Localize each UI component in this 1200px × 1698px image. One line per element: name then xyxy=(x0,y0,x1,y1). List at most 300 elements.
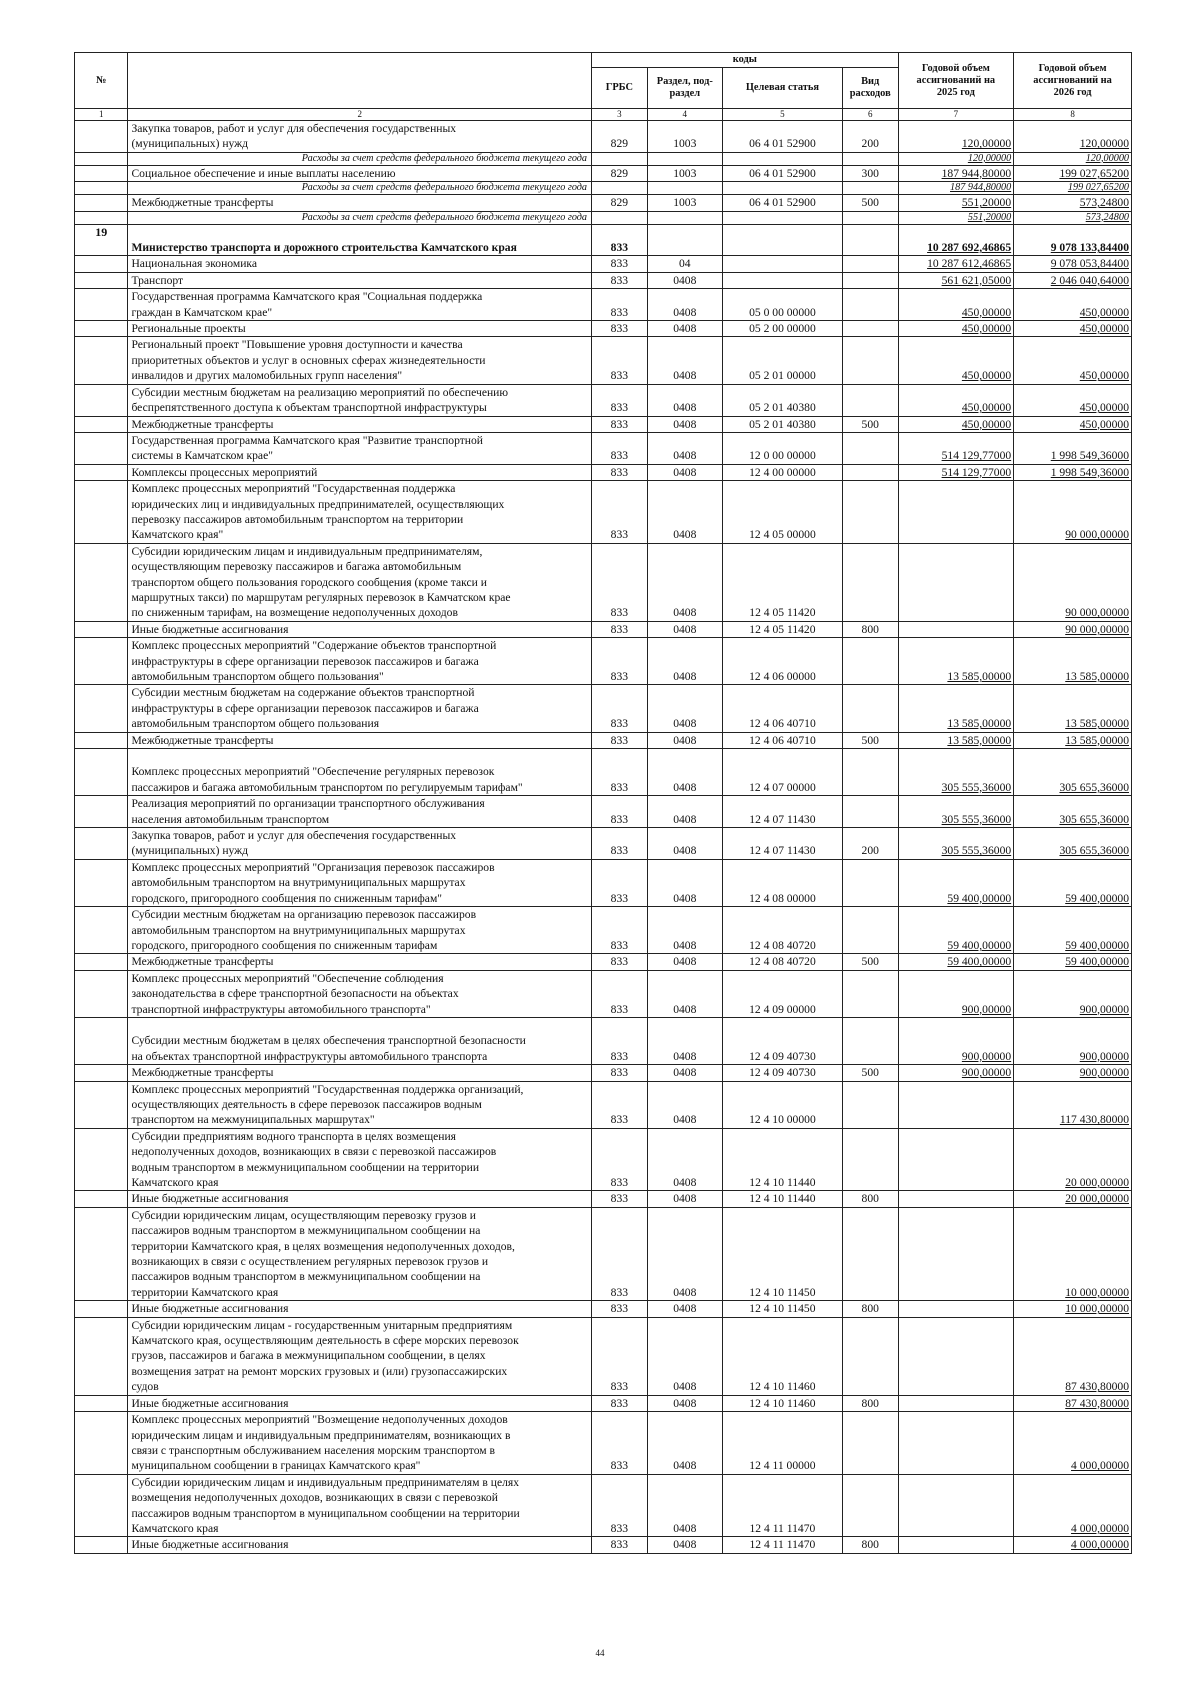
row-number xyxy=(75,796,128,828)
row-vid-rashodov xyxy=(842,859,898,906)
row-razdel: 0408 xyxy=(647,1065,722,1081)
row-grbs: 833 xyxy=(592,796,648,828)
row-vid-rashodov xyxy=(842,464,898,480)
row-volume-2026 xyxy=(1014,211,1132,224)
row-celevaya-statya: 12 4 09 00000 xyxy=(722,970,842,1017)
row-volume-2026-value: 4 000,00000 xyxy=(1071,1538,1129,1552)
row-volume-2026 xyxy=(1014,1207,1132,1300)
row-celevaya-statya xyxy=(722,211,842,224)
row-celevaya-statya xyxy=(722,152,842,165)
row-grbs: 833 xyxy=(592,432,648,464)
row-volume-2025-value: 551,20000 xyxy=(967,211,1012,223)
row-celevaya-statya: 12 4 06 00000 xyxy=(722,638,842,685)
row-volume-2026 xyxy=(1014,1191,1132,1207)
row-grbs: 833 xyxy=(592,859,648,906)
row-volume-2025-value: 900,00000 xyxy=(961,1002,1012,1016)
row-number xyxy=(75,1207,128,1300)
row-vid-rashodov: 500 xyxy=(842,195,898,211)
row-celevaya-statya xyxy=(722,256,842,272)
table-row xyxy=(75,638,1132,685)
row-grbs: 833 xyxy=(592,638,648,685)
header-volume-2026: Годовой объем ассигнований на 2026 год xyxy=(1014,53,1132,109)
row-vid-rashodov xyxy=(842,543,898,621)
table-row xyxy=(75,1065,1132,1081)
row-volume-2026 xyxy=(1014,749,1132,796)
row-grbs: 833 xyxy=(592,321,648,337)
row-name: Комплекс процессных мероприятий "Обеспечение регулярных перевозок пассажиров и багажа автомобильным транспортом по регулируемым тарифам" xyxy=(128,749,592,796)
row-celevaya-statya: 12 4 06 40710 xyxy=(722,732,842,748)
row-number xyxy=(75,1017,128,1064)
column-number-cell: 1 xyxy=(75,109,128,121)
row-volume-2026-value: 20 000,00000 xyxy=(1065,1176,1129,1189)
row-vid-rashodov xyxy=(842,1412,898,1475)
table-row xyxy=(75,828,1132,860)
row-name: Комплекс процессных мероприятий "Обеспечение соблюдения законодательства в сфере транспортной безопасности на объектах транспортной инфраструктуры автомобильного транспорта" xyxy=(128,970,592,1017)
row-volume-2026 xyxy=(1014,1412,1132,1475)
row-volume-2025-value: 13 585,00000 xyxy=(947,717,1012,731)
row-volume-2025-value: 305 555,36000 xyxy=(941,844,1012,858)
table-row xyxy=(75,272,1132,288)
row-volume-2025-value: 187 944,80000 xyxy=(941,166,1012,180)
row-volume-2026-value: 573,24800 xyxy=(1085,211,1129,223)
row-number xyxy=(75,621,128,637)
row-celevaya-statya: 12 4 08 40720 xyxy=(722,907,842,954)
row-number xyxy=(75,152,128,165)
row-name: Субсидии юридическим лицам и индивидуальным предпринимателям в целях возмещения недополученных доходов, возникающих в связи с перевозкой пассажиров водным транспортом в муниципальном сообщении на территории Камчатского края xyxy=(128,1474,592,1537)
row-number xyxy=(75,685,128,732)
table-row xyxy=(75,1395,1132,1411)
row-volume-2026-value: 20 000,00000 xyxy=(1065,1192,1129,1206)
row-name: Региональный проект "Повышение уровня доступности и качества приоритетных объектов и услуг в основных сферах жизнедеятельности инвалидов и других маломобильных групп населения" xyxy=(128,337,592,384)
row-celevaya-statya: 12 4 05 00000 xyxy=(722,481,842,544)
row-celevaya-statya: 12 4 06 40710 xyxy=(722,685,842,732)
row-name: Межбюджетные трансферты xyxy=(128,1065,592,1081)
row-volume-2026 xyxy=(1014,165,1132,181)
table-row xyxy=(75,481,1132,544)
row-number xyxy=(75,638,128,685)
row-number xyxy=(75,859,128,906)
row-grbs: 833 xyxy=(592,256,648,272)
row-vid-rashodov: 800 xyxy=(842,621,898,637)
row-celevaya-statya: 12 4 11 00000 xyxy=(722,1412,842,1475)
row-volume-2025 xyxy=(898,796,1014,828)
row-vid-rashodov: 200 xyxy=(842,828,898,860)
row-grbs: 833 xyxy=(592,1317,648,1395)
column-number-cell: 8 xyxy=(1014,109,1132,121)
row-name: Субсидии юридическим лицам - государственным унитарным предприятиям Камчатского края, осуществляющим деятельность в сфере морских перевозок грузов, пассажиров и багажа в межмуниципальном сообщении, в целях возмещения затрат на ремонт морских грузовых и (или) грузопассажирских судов xyxy=(128,1317,592,1395)
row-vid-rashodov xyxy=(842,224,898,256)
row-volume-2026-value: 13 585,00000 xyxy=(1065,717,1129,731)
table-row xyxy=(75,432,1132,464)
row-volume-2025 xyxy=(898,182,1014,195)
row-grbs: 833 xyxy=(592,732,648,748)
row-celevaya-statya xyxy=(722,182,842,195)
row-volume-2026-value: 305 655,36000 xyxy=(1059,780,1129,794)
row-volume-2025-value: 900,00000 xyxy=(961,1049,1012,1063)
row-razdel: 0408 xyxy=(647,321,722,337)
row-celevaya-statya: 12 4 07 11430 xyxy=(722,828,842,860)
row-razdel: 0408 xyxy=(647,1191,722,1207)
row-razdel: 0408 xyxy=(647,272,722,288)
row-celevaya-statya: 12 4 10 00000 xyxy=(722,1081,842,1128)
row-number: 19 xyxy=(75,224,128,256)
row-volume-2026-value: 87 430,80000 xyxy=(1065,1380,1129,1394)
row-volume-2025 xyxy=(898,165,1014,181)
row-vid-rashodov xyxy=(842,907,898,954)
row-vid-rashodov xyxy=(842,182,898,195)
row-volume-2025-value: 10 287 692,46865 xyxy=(927,241,1012,255)
row-vid-rashodov xyxy=(842,1081,898,1128)
row-razdel: 0408 xyxy=(647,1081,722,1128)
row-celevaya-statya: 06 4 01 52900 xyxy=(722,121,842,153)
row-name: Субсидии местным бюджетам в целях обеспечения транспортной безопасности на объектах транспортной инфраструктуры автомобильного транспорта xyxy=(128,1017,592,1064)
row-number xyxy=(75,464,128,480)
row-volume-2026 xyxy=(1014,638,1132,685)
row-volume-2025-value: 59 400,00000 xyxy=(947,955,1012,969)
row-number xyxy=(75,289,128,321)
row-volume-2026 xyxy=(1014,224,1132,256)
row-volume-2025 xyxy=(898,970,1014,1017)
row-grbs: 833 xyxy=(592,481,648,544)
row-razdel: 0408 xyxy=(647,732,722,748)
row-razdel: 0408 xyxy=(647,337,722,384)
row-number xyxy=(75,1065,128,1081)
row-volume-2026 xyxy=(1014,828,1132,860)
row-volume-2025 xyxy=(898,1395,1014,1411)
row-razdel: 04 xyxy=(647,256,722,272)
row-razdel: 0408 xyxy=(647,384,722,416)
row-razdel: 0408 xyxy=(647,638,722,685)
row-volume-2025 xyxy=(898,732,1014,748)
table-row xyxy=(75,970,1132,1017)
row-volume-2025 xyxy=(898,464,1014,480)
row-name: Субсидии местным бюджетам на организацию перевозок пассажиров автомобильным транспортом на внутримуниципальных маршрутах городского, пригородного сообщения по сниженным тарифам xyxy=(128,907,592,954)
table-row xyxy=(75,416,1132,432)
row-volume-2026 xyxy=(1014,321,1132,337)
row-name: Субсидии местным бюджетам на реализацию мероприятий по обеспечению беспрепятственного доступа к объектам транспортной инфраструктуры xyxy=(128,384,592,416)
row-vid-rashodov xyxy=(842,1207,898,1300)
row-volume-2026-value: 4 000,00000 xyxy=(1071,1459,1129,1473)
row-razdel: 0408 xyxy=(647,1017,722,1064)
row-razdel: 0408 xyxy=(647,828,722,860)
table-row xyxy=(75,749,1132,796)
row-volume-2026-value: 59 400,00000 xyxy=(1065,955,1129,969)
row-number xyxy=(75,907,128,954)
row-celevaya-statya: 06 4 01 52900 xyxy=(722,165,842,181)
row-volume-2026-value: 900,00000 xyxy=(1079,1002,1129,1016)
row-number xyxy=(75,1395,128,1411)
row-vid-rashodov: 800 xyxy=(842,1191,898,1207)
page-number: 44 xyxy=(595,1648,605,1658)
header-codes: коды xyxy=(592,53,899,68)
row-volume-2026-value: 1 998 549,36000 xyxy=(1050,449,1129,463)
column-number-cell: 4 xyxy=(647,109,722,121)
row-number xyxy=(75,543,128,621)
row-grbs: 833 xyxy=(592,1081,648,1128)
row-volume-2026 xyxy=(1014,272,1132,288)
row-number xyxy=(75,165,128,181)
row-volume-2026-value: 305 655,36000 xyxy=(1059,812,1129,826)
row-volume-2025 xyxy=(898,1474,1014,1537)
row-vid-rashodov: 500 xyxy=(842,1065,898,1081)
row-volume-2026-value: 13 585,00000 xyxy=(1065,670,1129,683)
row-name: Субсидии юридическим лицам, осуществляющим перевозку грузов и пассажиров водным транспортом в межмуниципальном сообщении на территории Камчатского края, в целях возмещения недополученных доходов, возникающих в связи с осуществлением регулярных перевозок грузов и пассажиров водным транспортом в межмуниципальном сообщении на территории Камчатского края xyxy=(128,1207,592,1300)
row-grbs xyxy=(592,211,648,224)
row-volume-2026-value: 900,00000 xyxy=(1079,1049,1129,1063)
row-name: Комплекс процессных мероприятий "Государственная поддержка организаций, осуществляющих деятельность в сфере перевозок пассажиров водным транспортом на межмуниципальных маршрутах" xyxy=(128,1081,592,1128)
table-row xyxy=(75,321,1132,337)
row-volume-2026-value: 120,00000 xyxy=(1085,152,1129,164)
column-number-cell: 2 xyxy=(128,109,592,121)
row-vid-rashodov xyxy=(842,432,898,464)
row-volume-2025-value: 59 400,00000 xyxy=(947,938,1012,952)
row-name: Закупка товаров, работ и услуг для обеспечения государственных (муниципальных) нужд xyxy=(128,828,592,860)
row-volume-2025 xyxy=(898,1128,1014,1191)
table-row xyxy=(75,1207,1132,1300)
row-celevaya-statya xyxy=(722,272,842,288)
row-vid-rashodov xyxy=(842,272,898,288)
table-row xyxy=(75,384,1132,416)
row-volume-2026 xyxy=(1014,432,1132,464)
row-volume-2025-value: 305 555,36000 xyxy=(941,812,1012,826)
table-row xyxy=(75,732,1132,748)
row-grbs: 833 xyxy=(592,416,648,432)
row-number xyxy=(75,384,128,416)
row-celevaya-statya: 05 0 00 00000 xyxy=(722,289,842,321)
table-row xyxy=(75,1081,1132,1128)
budget-table-sheet xyxy=(74,52,1132,1554)
row-volume-2025-value: 450,00000 xyxy=(961,305,1012,319)
row-volume-2026 xyxy=(1014,1017,1132,1064)
header-number: № xyxy=(75,53,128,109)
budget-table xyxy=(74,52,1132,1554)
row-number xyxy=(75,970,128,1017)
row-celevaya-statya: 12 4 10 11450 xyxy=(722,1301,842,1317)
row-celevaya-statya: 12 4 11 11470 xyxy=(722,1474,842,1537)
column-number-cell: 5 xyxy=(722,109,842,121)
row-razdel: 0408 xyxy=(647,543,722,621)
row-vid-rashodov xyxy=(842,289,898,321)
row-volume-2026-value: 10 000,00000 xyxy=(1065,1302,1129,1316)
row-volume-2025-value: 514 129,77000 xyxy=(941,449,1012,463)
row-razdel: 0408 xyxy=(647,749,722,796)
row-volume-2026 xyxy=(1014,954,1132,970)
row-celevaya-statya: 05 2 01 00000 xyxy=(722,337,842,384)
row-volume-2025 xyxy=(898,749,1014,796)
row-name: Министерство транспорта и дорожного строительства Камчатского края xyxy=(128,224,592,256)
row-name: Иные бюджетные ассигнования xyxy=(128,1537,592,1553)
row-razdel: 0408 xyxy=(647,1395,722,1411)
row-grbs: 833 xyxy=(592,621,648,637)
row-name: Расходы за счет средств федерального бюджета текущего года xyxy=(128,182,592,195)
row-number xyxy=(75,1317,128,1395)
row-razdel: 0408 xyxy=(647,954,722,970)
row-volume-2025 xyxy=(898,1017,1014,1064)
table-row xyxy=(75,289,1132,321)
row-volume-2026-value: 900,00000 xyxy=(1079,1066,1129,1080)
table-row xyxy=(75,1537,1132,1553)
row-name: Иные бюджетные ассигнования xyxy=(128,621,592,637)
column-number-cell: 3 xyxy=(592,109,648,121)
row-celevaya-statya: 12 4 08 00000 xyxy=(722,859,842,906)
row-volume-2025 xyxy=(898,481,1014,544)
row-name: Государственная программа Камчатского края "Развитие транспортной системы в Камчатском крае" xyxy=(128,432,592,464)
row-volume-2026 xyxy=(1014,182,1132,195)
table-row xyxy=(75,182,1132,195)
row-volume-2026 xyxy=(1014,195,1132,211)
table-row xyxy=(75,256,1132,272)
row-volume-2026 xyxy=(1014,256,1132,272)
row-volume-2025-value: 551,20000 xyxy=(961,196,1012,210)
row-celevaya-statya: 12 4 08 40720 xyxy=(722,954,842,970)
row-razdel: 0408 xyxy=(647,432,722,464)
table-row xyxy=(75,337,1132,384)
row-volume-2026-value: 305 655,36000 xyxy=(1059,844,1129,858)
header-celevaya-statya: Целевая статья xyxy=(722,68,842,109)
row-grbs: 829 xyxy=(592,121,648,153)
row-name: Межбюджетные трансферты xyxy=(128,416,592,432)
row-volume-2025 xyxy=(898,432,1014,464)
row-vid-rashodov xyxy=(842,1474,898,1537)
row-grbs: 833 xyxy=(592,272,648,288)
row-grbs: 833 xyxy=(592,1017,648,1064)
row-razdel: 0408 xyxy=(647,1317,722,1395)
row-number xyxy=(75,321,128,337)
row-name: Реализация мероприятий по организации транспортного обслуживания населения автомобильным транспортом xyxy=(128,796,592,828)
row-volume-2026 xyxy=(1014,1537,1132,1553)
row-vid-rashodov xyxy=(842,321,898,337)
row-volume-2026-value: 450,00000 xyxy=(1079,305,1129,319)
table-row xyxy=(75,954,1132,970)
row-vid-rashodov: 500 xyxy=(842,954,898,970)
row-name: Расходы за счет средств федерального бюджета текущего года xyxy=(128,152,592,165)
header-grbs: ГРБС xyxy=(592,68,648,109)
row-volume-2025 xyxy=(898,907,1014,954)
row-volume-2026-value: 117 430,80000 xyxy=(1059,1113,1129,1127)
row-volume-2026 xyxy=(1014,481,1132,544)
row-volume-2026 xyxy=(1014,464,1132,480)
row-volume-2025 xyxy=(898,621,1014,637)
row-volume-2026 xyxy=(1014,907,1132,954)
row-grbs: 833 xyxy=(592,1412,648,1475)
row-number xyxy=(75,337,128,384)
row-volume-2025-value: 450,00000 xyxy=(961,322,1012,336)
row-volume-2025 xyxy=(898,384,1014,416)
row-vid-rashodov xyxy=(842,685,898,732)
row-grbs: 833 xyxy=(592,828,648,860)
row-volume-2025-value: 450,00000 xyxy=(961,401,1012,415)
row-grbs: 833 xyxy=(592,1395,648,1411)
row-volume-2026 xyxy=(1014,621,1132,637)
row-razdel: 0408 xyxy=(647,1412,722,1475)
row-volume-2025 xyxy=(898,1081,1014,1128)
row-volume-2025-value: 13 585,00000 xyxy=(947,733,1012,747)
table-row xyxy=(75,211,1132,224)
table-row xyxy=(75,1412,1132,1475)
row-volume-2025-value: 13 585,00000 xyxy=(947,670,1012,683)
row-name: Государственная программа Камчатского края "Социальная поддержка граждан в Камчатском крае" xyxy=(128,289,592,321)
row-name: Транспорт xyxy=(128,272,592,288)
row-volume-2025 xyxy=(898,1207,1014,1300)
row-volume-2025 xyxy=(898,121,1014,153)
table-row xyxy=(75,796,1132,828)
row-name: Межбюджетные трансферты xyxy=(128,954,592,970)
row-volume-2025 xyxy=(898,1191,1014,1207)
row-volume-2026-value: 13 585,00000 xyxy=(1065,733,1129,747)
row-volume-2026-value: 87 430,80000 xyxy=(1065,1396,1129,1410)
table-row xyxy=(75,685,1132,732)
row-razdel xyxy=(647,182,722,195)
table-row xyxy=(75,121,1132,153)
row-number xyxy=(75,256,128,272)
row-vid-rashodov: 300 xyxy=(842,165,898,181)
row-celevaya-statya: 12 4 09 40730 xyxy=(722,1065,842,1081)
row-volume-2026-value: 199 027,65200 xyxy=(1067,182,1129,194)
row-celevaya-statya: 05 2 00 00000 xyxy=(722,321,842,337)
row-number xyxy=(75,211,128,224)
row-vid-rashodov xyxy=(842,384,898,416)
row-number xyxy=(75,1537,128,1553)
row-name: Иные бюджетные ассигнования xyxy=(128,1301,592,1317)
row-number xyxy=(75,732,128,748)
row-razdel: 0408 xyxy=(647,1128,722,1191)
row-volume-2026 xyxy=(1014,859,1132,906)
table-row xyxy=(75,907,1132,954)
table-row xyxy=(75,464,1132,480)
row-vid-rashodov xyxy=(842,796,898,828)
row-volume-2025-value: 561 621,05000 xyxy=(941,273,1012,287)
row-vid-rashodov: 200 xyxy=(842,121,898,153)
row-volume-2026 xyxy=(1014,732,1132,748)
row-volume-2026 xyxy=(1014,384,1132,416)
table-row xyxy=(75,1191,1132,1207)
row-volume-2026-value: 450,00000 xyxy=(1079,417,1129,431)
row-grbs: 833 xyxy=(592,1128,648,1191)
row-volume-2026-value: 1 998 549,36000 xyxy=(1050,465,1129,479)
row-vid-rashodov: 800 xyxy=(842,1537,898,1553)
row-volume-2025-value: 120,00000 xyxy=(967,152,1012,164)
row-vid-rashodov: 800 xyxy=(842,1301,898,1317)
row-volume-2026 xyxy=(1014,416,1132,432)
row-vid-rashodov xyxy=(842,1017,898,1064)
table-row xyxy=(75,165,1132,181)
row-razdel: 0408 xyxy=(647,1207,722,1300)
row-volume-2025 xyxy=(898,416,1014,432)
row-volume-2025 xyxy=(898,195,1014,211)
row-volume-2025-value: 120,00000 xyxy=(961,137,1012,151)
row-grbs: 833 xyxy=(592,289,648,321)
row-celevaya-statya: 12 4 10 11440 xyxy=(722,1191,842,1207)
row-grbs: 833 xyxy=(592,954,648,970)
row-volume-2026 xyxy=(1014,289,1132,321)
row-razdel: 1003 xyxy=(647,165,722,181)
row-grbs: 833 xyxy=(592,1301,648,1317)
row-number xyxy=(75,195,128,211)
row-number xyxy=(75,749,128,796)
table-row xyxy=(75,1317,1132,1395)
row-name: Национальная экономика xyxy=(128,256,592,272)
row-number xyxy=(75,1081,128,1128)
row-name: Комплекс процессных мероприятий "Организация перевозок пассажиров автомобильным транспортом на внутримуниципальных маршрутах городского, пригородного сообщения по сниженным тарифам" xyxy=(128,859,592,906)
row-celevaya-statya: 12 4 09 40730 xyxy=(722,1017,842,1064)
row-volume-2026-value: 450,00000 xyxy=(1079,322,1129,336)
row-volume-2026-value: 4 000,00000 xyxy=(1071,1521,1129,1535)
row-name: Комплекс процессных мероприятий "Содержание объектов транспортной инфраструктуры в сфере организации перевозок пассажиров и багажа автомобильным транспортом общего пользования" xyxy=(128,638,592,685)
row-celevaya-statya: 12 4 05 11420 xyxy=(722,621,842,637)
row-grbs: 833 xyxy=(592,464,648,480)
row-name: Комплекс процессных мероприятий "Государственная поддержка юридических лиц и индивидуальных предпринимателей, осуществляющих перевозку пассажиров автомобильным транспортом на территории Камчатского края" xyxy=(128,481,592,544)
row-volume-2026 xyxy=(1014,543,1132,621)
